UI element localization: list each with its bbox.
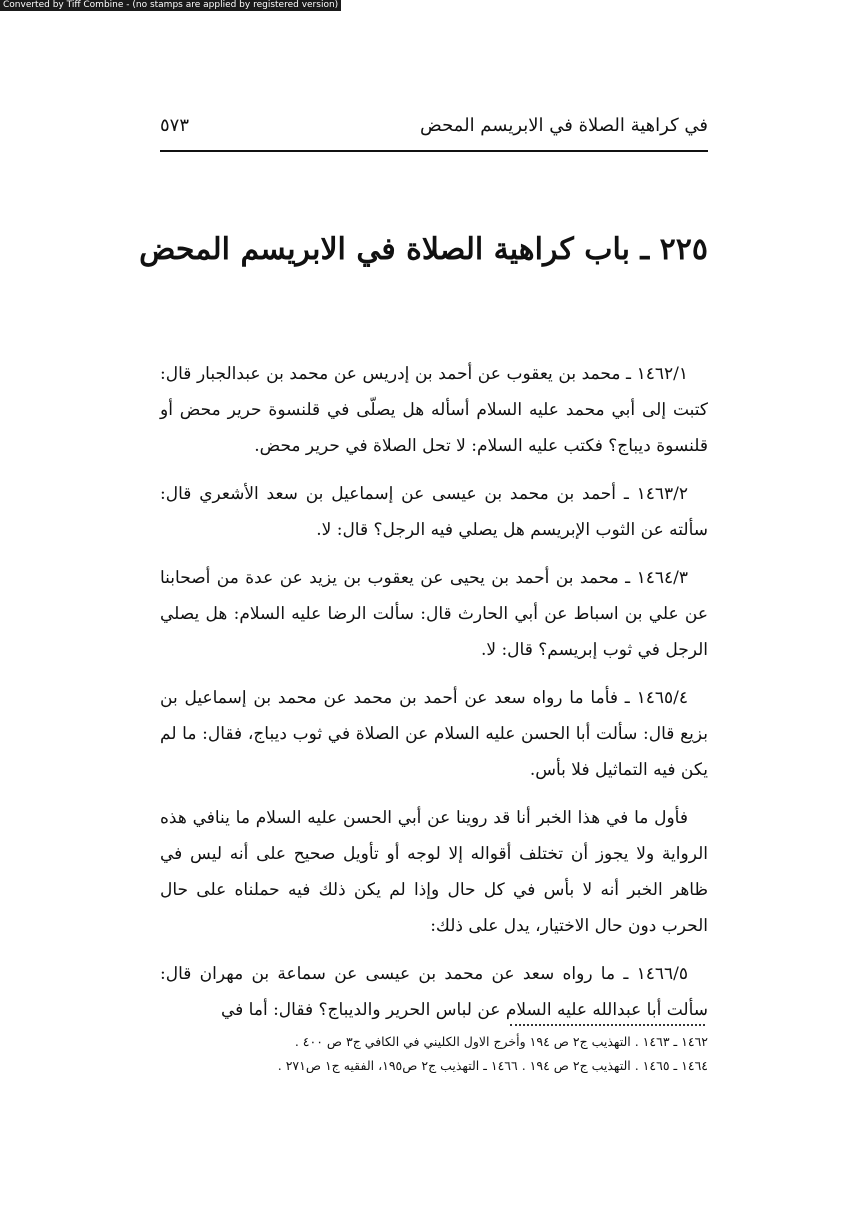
hadith-paragraph: ١٤٦٤/٣ ـ محمد بن أحمد بن يحيى عن يعقوب بن يزيد عن عدة من أصحابنا عن علي بن اسباط عن أبي الحارث قال: سألت الرضا عليه السلام: هل يصلي الرجل في ثوب إبريسم؟ قال: لا.: [160, 568, 708, 660]
running-head: [160, 115, 708, 141]
commentary-paragraph: فأول ما في هذا الخبر أنا قد روينا عن أبي الحسن عليه السلام ما ينافي هذه الرواية ولا يجوز أن تختلف أقواله إلا لوجه أو تأويل صحيح على أنه ليس في ظاهر الخبر أنه لا بأس في كل حال وإذا لم يكن ذلك فيه حملناه على حال الحرب دون حال الاختيار، يدل على ذلك:: [160, 808, 708, 936]
footnotes: [130, 1030, 708, 1078]
hadith-paragraph: ١٤٦٦/٥ ـ ما رواه سعد عن محمد بن عيسى عن سماعة بن مهران قال: سألت أبا عبدالله عليه السلام عن لباس الحرير والديباج؟ فقال: أما في: [160, 964, 708, 1020]
footnote-separator: [510, 1024, 705, 1026]
body-text: [160, 356, 708, 1040]
hadith-paragraph: ١٤٦٢/١ ـ محمد بن يعقوب عن أحمد بن إدريس عن محمد بن عبدالجبار قال: كتبت إلى أبي محمد عليه السلام أسأله هل يصلّى في قلنسوة حرير محض أو قلنسوة ديباج؟ فكتب عليه السلام: لا تحل الصلاة في حرير محض.: [160, 364, 708, 456]
hadith-paragraph: ١٤٦٥/٤ ـ فأما ما رواه سعد عن أحمد بن محمد عن محمد بن إسماعيل بن بزيع قال: سألت أبا الحسن عليه السلام عن الصلاة في ثوب ديباج، فقال: ما لم يكن فيه التماثيل فلا بأس.: [160, 688, 708, 780]
page-number: ٥٧٣: [160, 115, 190, 136]
conversion-stamp: Converted by Tiff Combine - (no stamps are applied by registered version): [0, 0, 341, 11]
hadith-paragraph: ١٤٦٣/٢ ـ أحمد بن محمد بن عيسى عن إسماعيل بن سعد الأشعري قال: سألته عن الثوب الإبريسم هل يصلي فيه الرجل؟ قال: لا.: [160, 484, 708, 540]
chapter-title: ٢٢٥ ـ باب كراهية الصلاة في الابريسم المحض: [139, 232, 708, 267]
running-title: في كراهية الصلاة في الابريسم المحض: [420, 115, 708, 136]
footnote: ١٤٦٤ ـ ١٤٦٥ . التهذيب ج٢ ص ١٩٤ . ١٤٦٦ ـ التهذيب ج٢ ص١٩٥، الفقيه ج١ ص٢٧١ .: [277, 1058, 708, 1073]
header-rule: [160, 150, 708, 152]
footnote: ١٤٦٢ ـ ١٤٦٣ . التهذيب ج٢ ص ١٩٤ وأخرج الاول الكليني في الكافي ج٣ ص ٤٠٠ .: [294, 1034, 708, 1049]
